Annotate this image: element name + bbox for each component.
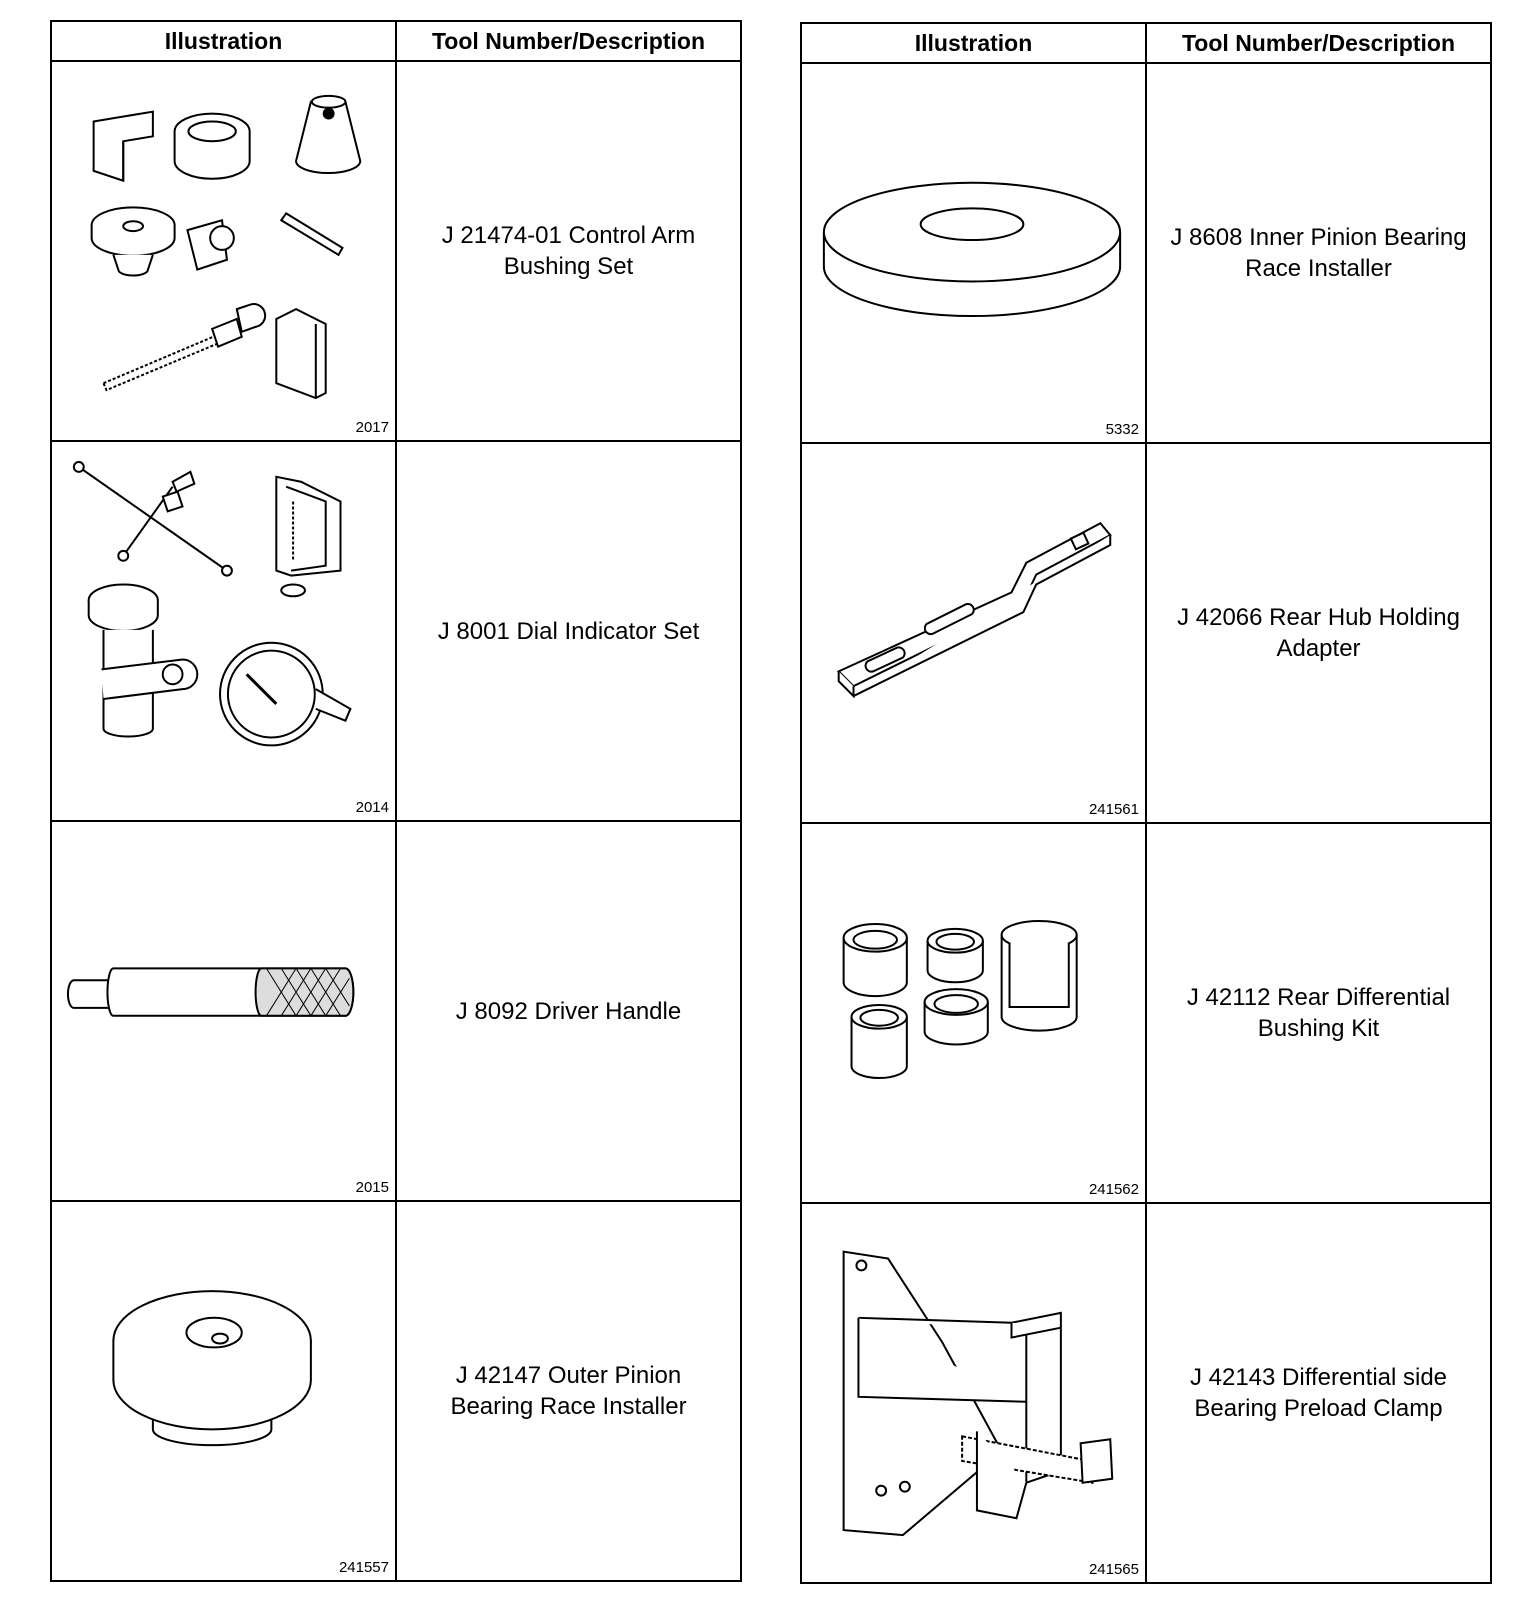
rear-hub-holding-adapter-icon xyxy=(814,462,1130,782)
control-arm-bushing-set-icon xyxy=(64,80,380,400)
illustration-cell xyxy=(801,443,1146,823)
table-row xyxy=(51,1201,741,1581)
illustration-cell xyxy=(51,61,396,441)
figure-number: 241561 xyxy=(1088,801,1139,818)
table-row xyxy=(51,61,741,441)
table-header-row xyxy=(801,23,1491,63)
illustration-header: Illustration xyxy=(801,23,1146,63)
special-tools-table-right xyxy=(800,22,1492,1584)
illustration-cell xyxy=(51,441,396,821)
table-row xyxy=(51,821,741,1201)
tool-description-line-1: J 42112 Rear Differential xyxy=(1186,984,1451,1011)
illustration-header: Illustration xyxy=(51,21,396,61)
table-row xyxy=(801,63,1491,443)
tool-description-line-2: Adapter xyxy=(1276,635,1361,662)
tool-description-line-1: J 21474-01 Control Arm xyxy=(441,222,696,249)
illustration-cell xyxy=(51,821,396,1201)
tool-description-cell xyxy=(1146,823,1491,1203)
tool-description-cell xyxy=(1146,1203,1491,1583)
tool-description-line-1: J 42066 Rear Hub Holding xyxy=(1177,604,1460,631)
tool-description-line-2: Bearing Preload Clamp xyxy=(1194,1395,1443,1422)
table-row xyxy=(801,443,1491,823)
table-row xyxy=(801,823,1491,1203)
tool-description-line-1: J 8001 Dial Indicator Set xyxy=(437,617,700,645)
dial-indicator-set-icon xyxy=(64,460,380,780)
inner-pinion-race-installer-icon xyxy=(814,82,1130,402)
illustration-cell xyxy=(51,1201,396,1581)
tool-description-line-1: J 8092 Driver Handle xyxy=(455,997,682,1025)
tool-description-cell xyxy=(1146,63,1491,443)
illustration-cell xyxy=(801,823,1146,1203)
figure-number: 2017 xyxy=(355,419,389,436)
outer-pinion-race-installer-icon xyxy=(64,1220,380,1540)
driver-handle-icon xyxy=(64,840,380,1160)
tool-description-header: Tool Number/Description xyxy=(1146,23,1491,63)
figure-number: 2015 xyxy=(355,1179,389,1196)
differential-preload-clamp-icon xyxy=(814,1222,1130,1542)
tool-description-line-1: J 42147 Outer Pinion xyxy=(455,1362,682,1389)
table-row xyxy=(51,441,741,821)
tool-description-line-2: Bearing Race Installer xyxy=(450,1393,687,1420)
rear-differential-bushing-kit-icon xyxy=(814,842,1130,1162)
figure-number: 241565 xyxy=(1088,1561,1139,1578)
tool-description-cell xyxy=(396,1201,741,1581)
tool-description-cell xyxy=(1146,443,1491,823)
tool-description-cell xyxy=(396,441,741,821)
figure-number: 5332 xyxy=(1105,421,1139,438)
special-tools-table-left xyxy=(50,20,742,1582)
tool-description-line-2: Bushing Set xyxy=(503,253,634,280)
table-header-row xyxy=(51,21,741,61)
tool-description-line-2: Bushing Kit xyxy=(1257,1015,1380,1042)
figure-number: 241557 xyxy=(338,1559,389,1576)
tool-description-line-2: Race Installer xyxy=(1245,255,1392,282)
tool-description-line-1: J 8608 Inner Pinion Bearing xyxy=(1170,224,1467,251)
tool-description-cell xyxy=(396,821,741,1201)
table-row xyxy=(801,1203,1491,1583)
figure-number: 2014 xyxy=(355,799,389,816)
tool-description-line-1: J 42143 Differential side xyxy=(1189,1364,1448,1391)
figure-number: 241562 xyxy=(1088,1181,1139,1198)
illustration-cell xyxy=(801,63,1146,443)
tool-description-header: Tool Number/Description xyxy=(396,21,741,61)
tool-description-cell xyxy=(396,61,741,441)
illustration-cell xyxy=(801,1203,1146,1583)
